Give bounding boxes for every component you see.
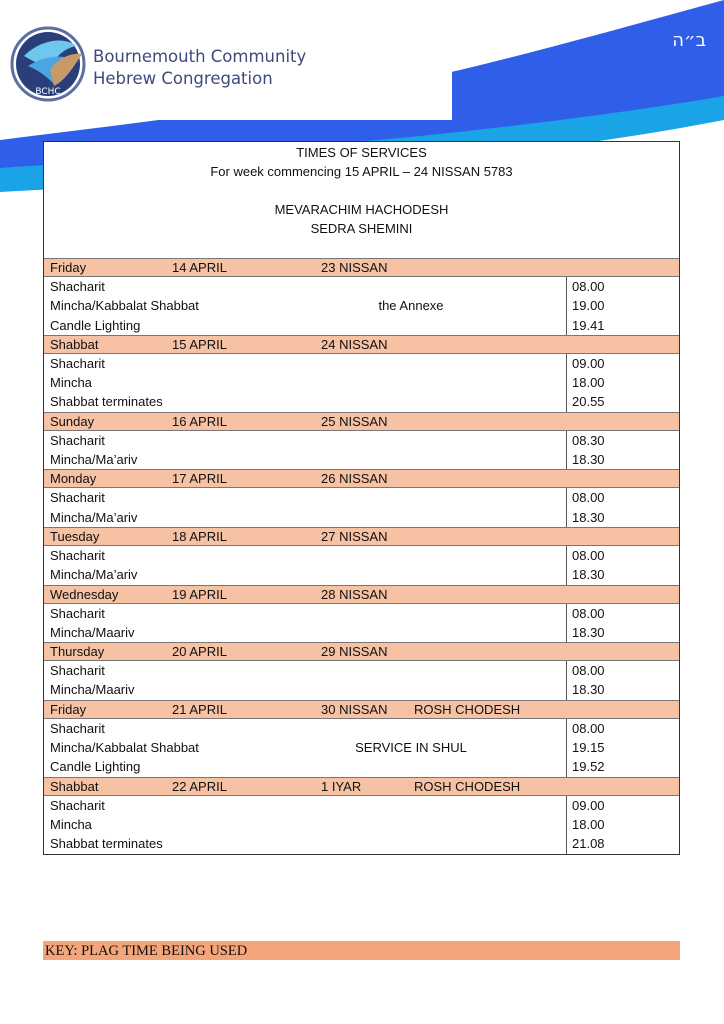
- organization-name: [93, 46, 306, 90]
- service-time: 08.00: [572, 720, 605, 736]
- hebrew-date: 29 NISSAN: [321, 644, 388, 660]
- service-row: [44, 623, 679, 642]
- service-name: Shacharit: [50, 490, 105, 506]
- day-date: 21 APRIL: [172, 701, 227, 717]
- service-name: Shacharit: [50, 279, 105, 294]
- service-block: [44, 431, 679, 470]
- service-name: Shacharit: [50, 797, 105, 813]
- service-name: Shacharit: [50, 605, 105, 621]
- service-time: 18.00: [572, 816, 605, 832]
- day-date: 20 APRIL: [172, 644, 227, 660]
- bchc-logo: [10, 26, 90, 106]
- service-row: [44, 719, 679, 738]
- day-name: Shabbat: [50, 778, 99, 794]
- service-name: Mincha: [50, 816, 92, 832]
- day-name: Friday: [50, 701, 87, 717]
- hebrew-bsd-mark: ב״ה: [672, 30, 706, 51]
- service-time: 08.00: [572, 663, 605, 679]
- hebrew-date: 30 NISSAN: [321, 701, 388, 717]
- service-time: 18.30: [572, 682, 605, 698]
- service-time: 18.30: [572, 452, 605, 468]
- day-note: ROSH CHODESH: [414, 701, 521, 717]
- service-time: 09.00: [572, 355, 605, 371]
- org-name-line1: Bournemouth Community: [93, 47, 307, 66]
- service-block: [44, 796, 679, 854]
- service-row: [44, 565, 679, 584]
- hebrew-date: 28 NISSAN: [321, 586, 388, 602]
- service-time: 18.00: [572, 375, 605, 391]
- day-header-row: [44, 335, 679, 354]
- service-row: [44, 834, 679, 853]
- day-date: 18 APRIL: [172, 528, 227, 544]
- service-block: [44, 719, 679, 777]
- hebrew-date: 26 NISSAN: [321, 471, 388, 487]
- service-time: 19.15: [572, 740, 605, 756]
- day-date: 17 APRIL: [172, 471, 227, 487]
- day-name: Friday: [50, 260, 87, 275]
- service-time: 18.30: [572, 567, 605, 583]
- service-time: 19.52: [572, 759, 605, 775]
- service-name: Mincha/Ma’ariv: [50, 567, 138, 583]
- day-header-row: [44, 700, 679, 719]
- day-name: Tuesday: [50, 528, 100, 544]
- day-date: 14 APRIL: [172, 260, 227, 275]
- service-time: 21.08: [572, 836, 605, 852]
- service-row: [44, 815, 679, 834]
- day-name: Monday: [50, 471, 97, 487]
- service-time: 08.30: [572, 432, 605, 448]
- day-header-row: [44, 527, 679, 546]
- service-name: Mincha/Kabbalat Shabbat: [50, 298, 199, 314]
- service-name: Shacharit: [50, 432, 105, 448]
- service-name: Shabbat terminates: [50, 836, 163, 852]
- service-name: Mincha/Ma’ariv: [50, 509, 138, 525]
- svg-text:BCHC: BCHC: [35, 87, 61, 97]
- day-date: 15 APRIL: [172, 336, 227, 352]
- day-note: ROSH CHODESH: [414, 778, 521, 794]
- service-time: 09.00: [572, 797, 605, 813]
- day-name: Wednesday: [50, 586, 119, 602]
- service-row: [44, 546, 679, 565]
- service-time: 08.00: [572, 279, 605, 294]
- schedule-rows: [44, 258, 679, 854]
- sedra-line: SEDRA SHEMINI: [310, 221, 413, 236]
- day-header-row: [44, 469, 679, 488]
- day-header-row: [44, 777, 679, 796]
- service-row: [44, 661, 679, 680]
- hebrew-date: 25 NISSAN: [321, 413, 388, 429]
- service-name: Shacharit: [50, 547, 105, 563]
- service-block: [44, 277, 679, 335]
- service-name: Mincha/Maariv: [50, 682, 135, 698]
- service-time: 08.00: [572, 547, 605, 563]
- service-time: 18.30: [572, 624, 605, 640]
- service-row: [44, 277, 679, 296]
- day-header-row: [44, 412, 679, 431]
- day-date: 16 APRIL: [172, 413, 227, 429]
- day-name: Sunday: [50, 413, 95, 429]
- service-time: 08.00: [572, 605, 605, 621]
- service-row: [44, 796, 679, 815]
- service-time: 18.30: [572, 509, 605, 525]
- service-time: 19.00: [572, 298, 605, 314]
- service-row: [44, 488, 679, 507]
- service-block: [44, 354, 679, 412]
- service-row: [44, 316, 679, 335]
- services-table: [43, 141, 680, 855]
- service-row: [44, 373, 679, 392]
- hebrew-date: 1 IYAR: [321, 778, 362, 794]
- service-name: Shacharit: [50, 663, 105, 679]
- day-header-row: [44, 642, 679, 661]
- hebrew-date: 24 NISSAN: [321, 336, 388, 352]
- table-title-block: [44, 142, 679, 238]
- service-row: [44, 604, 679, 623]
- service-row: [44, 508, 679, 527]
- service-location: SERVICE IN SHUL: [355, 740, 467, 756]
- service-row: [44, 354, 679, 373]
- service-time: 08.00: [572, 490, 605, 506]
- service-block: [44, 546, 679, 585]
- service-name: Mincha/Kabbalat Shabbat: [50, 740, 199, 756]
- day-header-row: [44, 258, 679, 277]
- key-legend: KEY: PLAG TIME BEING USED: [43, 941, 680, 960]
- service-block: [44, 488, 679, 527]
- day-header-row: [44, 585, 679, 604]
- service-block: [44, 604, 679, 643]
- day-date: 19 APRIL: [172, 586, 227, 602]
- service-block: [44, 661, 679, 700]
- service-name: Shabbat terminates: [50, 394, 163, 410]
- mevarachim-line: MEVARACHIM HACHODESH: [274, 202, 449, 217]
- service-row: [44, 392, 679, 411]
- service-time: 19.41: [572, 317, 605, 333]
- service-row: [44, 757, 679, 776]
- service-name: Candle Lighting: [50, 759, 141, 775]
- service-name: Candle Lighting: [50, 317, 141, 333]
- service-row: [44, 738, 679, 757]
- day-name: Thursday: [50, 644, 105, 660]
- service-row: [44, 450, 679, 469]
- day-name: Shabbat: [50, 336, 99, 352]
- service-time: 20.55: [572, 394, 605, 410]
- service-name: Mincha: [50, 375, 92, 391]
- hebrew-date: 23 NISSAN: [321, 260, 388, 275]
- service-row: [44, 431, 679, 450]
- title-line: TIMES OF SERVICES: [296, 145, 427, 160]
- service-name: Mincha/Maariv: [50, 624, 135, 640]
- service-name: Mincha/Ma’ariv: [50, 452, 138, 468]
- day-date: 22 APRIL: [172, 778, 227, 794]
- service-row: [44, 296, 679, 315]
- service-name: Shacharit: [50, 355, 105, 371]
- service-location: the Annexe: [378, 298, 444, 314]
- service-name: Shacharit: [50, 720, 105, 736]
- hebrew-date: 27 NISSAN: [321, 528, 388, 544]
- week-commencing-line: For week commencing 15 APRIL – 24 NISSAN 5783: [210, 164, 513, 179]
- service-row: [44, 680, 679, 699]
- org-name-line2: Hebrew Congregation: [93, 69, 273, 88]
